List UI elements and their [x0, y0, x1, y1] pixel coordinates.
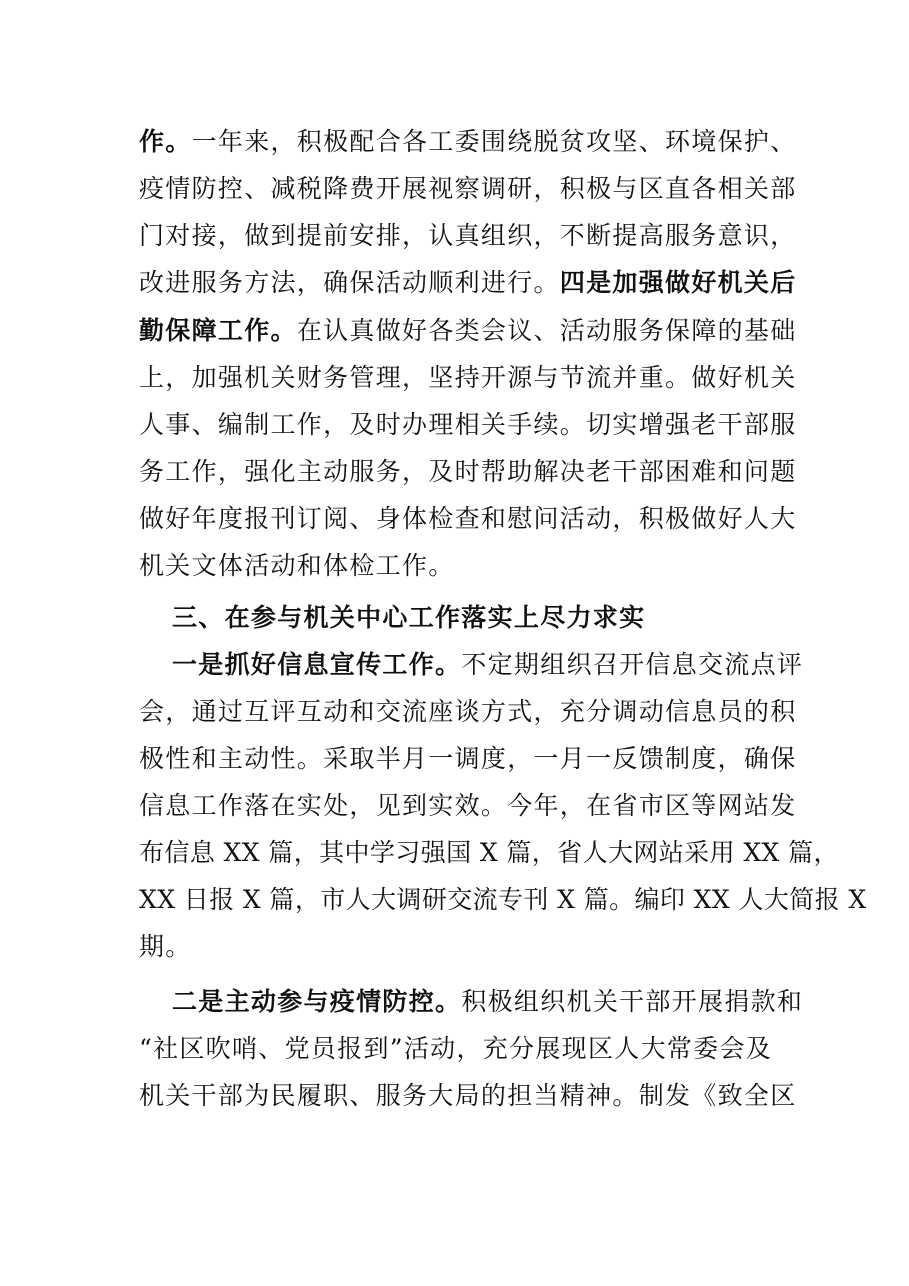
bold-lead: 一是抓好信息宣传工作。 — [172, 650, 462, 679]
text-line — [139, 405, 797, 445]
text-line — [139, 1076, 797, 1116]
text-line — [139, 833, 839, 873]
line-text: XX 日报 X 篇，市人大调研交流专刊 X 篇。编印 XX 人大简报 X — [139, 885, 867, 914]
section-heading: 三、在参与机关中心工作落实上尽力求实 — [172, 603, 646, 632]
bold-lead: 勤保障工作。 — [139, 316, 297, 345]
text-line — [139, 1029, 779, 1069]
line-text: 上，加强机关财务管理，坚持开源与节流并重。做好机关 — [139, 363, 797, 392]
text-line — [139, 358, 797, 398]
text-line — [139, 311, 797, 351]
line-text: 机关干部为民履职、服务大局的担当精神。制发《致全区 — [139, 1081, 797, 1110]
line-text: 积极组织机关干部开展捐款和 — [461, 987, 804, 1016]
line-text: 在认真做好各类会议、活动服务保障的基础 — [296, 316, 797, 345]
line-text: 务工作，强化主动服务，及时帮助解决老干部困难和问题 — [139, 457, 797, 486]
line-text: 疫情防控、减税降费开展视察调研，积极与区直各相关部 — [139, 174, 797, 203]
text-line — [139, 122, 797, 162]
line-text: 信息工作落在实处，见到实效。今年，在省市区等网站发 — [139, 791, 797, 820]
text-line — [172, 982, 812, 1022]
line-text: 改进服务方法，确保活动顺利进行。 — [139, 268, 560, 297]
line-text: 机关文体活动和体检工作。 — [139, 551, 455, 580]
text-line — [139, 169, 797, 209]
text-line — [139, 499, 797, 539]
text-line — [139, 739, 797, 779]
line-text: “社区吹哨、党员报到”活动，充分展现区人大常委会及 — [139, 1034, 773, 1063]
line-text: 不定期组织召开信息交流点评 — [461, 650, 804, 679]
text-line — [172, 645, 812, 685]
line-text: 极性和主动性。采取半月一调度，一月一反馈制度，确保 — [139, 744, 797, 773]
text-line — [139, 216, 797, 256]
text-line — [139, 786, 797, 826]
text-line — [139, 263, 797, 303]
text-line — [139, 452, 797, 492]
bold-lead: 四是加强做好机关后 — [559, 268, 797, 297]
text-line — [139, 692, 797, 732]
line-text: 门对接，做到提前安排，认真组织，不断提高服务意识， — [139, 221, 797, 250]
bold-lead: 作。 — [139, 127, 192, 156]
line-text: 做好年度报刊订阅、身体检查和慰问活动，积极做好人大 — [139, 504, 797, 533]
line-text: 一年来，积极配合各工委围绕脱贫攻坚、环境保护、 — [191, 127, 797, 156]
text-line — [139, 880, 867, 920]
text-line — [139, 927, 779, 967]
line-text: 布信息 XX 篇，其中学习强国 X 篇，省人大网站采用 XX 篇， — [139, 838, 839, 867]
bold-lead: 二是主动参与疫情防控。 — [172, 987, 462, 1016]
line-text: 期。 — [139, 932, 192, 961]
text-line — [139, 546, 779, 586]
line-text: 人事、编制工作，及时办理相关手续。切实增强老干部服 — [139, 410, 797, 439]
line-text: 会，通过互评互动和交流座谈方式，充分调动信息员的积 — [139, 697, 797, 726]
